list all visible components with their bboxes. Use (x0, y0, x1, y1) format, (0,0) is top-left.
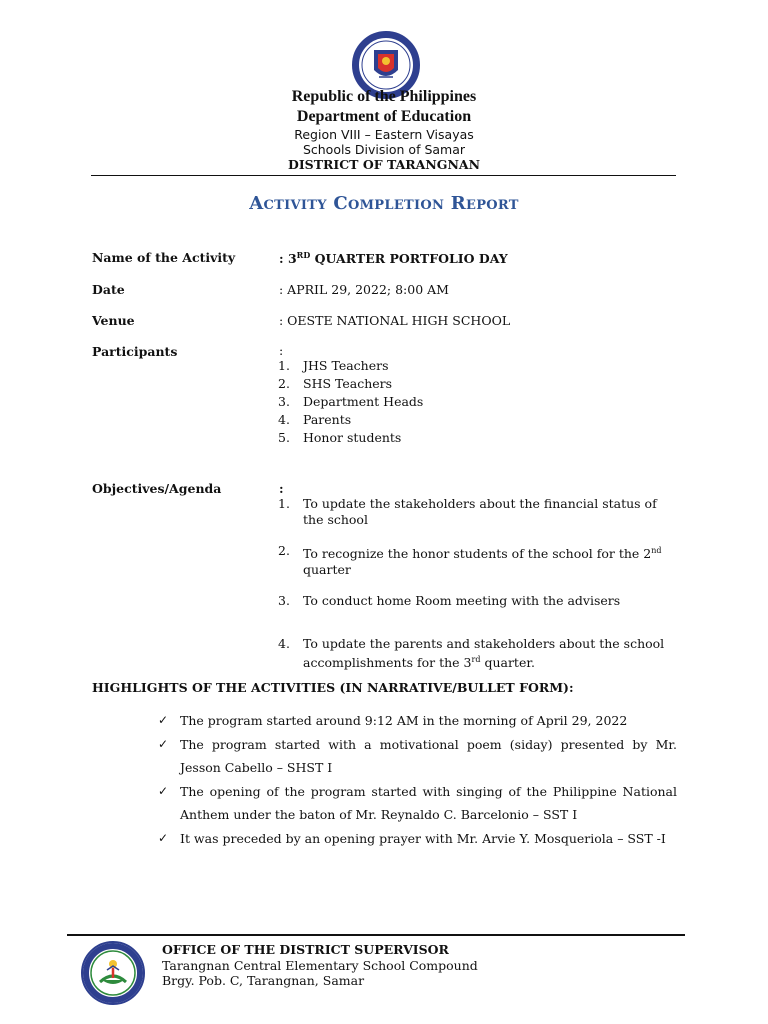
check-icon: ✓ (158, 830, 169, 845)
header-department: Department of Education (296, 108, 472, 125)
participants-list (278, 357, 423, 447)
list-item: 5. Honor students (278, 430, 402, 445)
footer-divider (67, 934, 685, 936)
list-item: 3. Department Heads (278, 394, 424, 409)
list-item: 1. To update the stakeholders about the financial status of the school (278, 496, 657, 527)
list-item: ✓ The opening of the program started with singing of the Philippine National Anthem under the baton of Mr. Reynaldo C. Barcelonio – SST I (157, 780, 677, 827)
participants-colon: : (279, 343, 284, 358)
header-republic: Republic of the Philippines (291, 88, 477, 105)
highlights-list (157, 709, 677, 850)
footer-office: OFFICE OF THE DISTRICT SUPERVISOR (162, 942, 449, 957)
objectives-list (278, 496, 678, 671)
participants-label: Participants (92, 344, 178, 359)
deped-division-seal-icon (80, 940, 146, 1006)
document-title: Activity Completion Report (249, 193, 519, 214)
header-region: Region VIII – Eastern Visayas (294, 127, 474, 142)
footer-address-line-2: Brgy. Pob. C, Tarangnan, Samar (162, 973, 365, 988)
list-item: ✓ The program started with a motivational poem (siday) presented by Mr. Jesson Cabello – SHST I (157, 733, 677, 780)
check-icon: ✓ (158, 713, 169, 727)
activity-value: : 3RD QUARTER PORTFOLIO DAY (279, 250, 508, 267)
check-icon: ✓ (158, 783, 169, 798)
header-division: Schools Division of Samar (302, 142, 466, 157)
list-item: ✓ It was preceded by an opening prayer with Mr. Arvie Y. Mosqueriola – SST -I (157, 827, 677, 851)
date-label: Date (92, 282, 125, 297)
check-icon: ✓ (158, 736, 169, 751)
header-district: DISTRICT OF TARANGNAN (287, 157, 481, 172)
date-value: : APRIL 29, 2022; 8:00 AM (279, 282, 449, 297)
highlights-heading: HIGHLIGHTS OF THE ACTIVITIES (IN NARRATIVE/BULLET FORM): (92, 680, 574, 695)
list-item: 3. To conduct home Room meeting with the advisers (278, 593, 621, 609)
footer-address-line-1: Tarangnan Central Elementary School Compound (162, 958, 478, 973)
venue-label: Venue (92, 313, 135, 328)
list-item: 2. To recognize the honor students of the school for the 2nd quarter (278, 543, 662, 578)
list-item: 1. JHS Teachers (278, 358, 389, 373)
venue-value: : OESTE NATIONAL HIGH SCHOOL (279, 313, 511, 328)
activity-label: Name of the Activity (92, 250, 236, 265)
list-item: 4. To update the parents and stakeholders about the school accomplishments for the 3rd quarter. (278, 636, 665, 671)
header-divider (91, 175, 676, 176)
list-item: 2. SHS Teachers (278, 376, 393, 391)
list-item: ✓ The program started around 9:12 AM in the morning of April 29, 2022 (157, 709, 677, 733)
objectives-colon: : (279, 481, 284, 496)
objectives-label: Objectives/Agenda (92, 481, 222, 496)
list-item: 4. Parents (278, 412, 352, 427)
